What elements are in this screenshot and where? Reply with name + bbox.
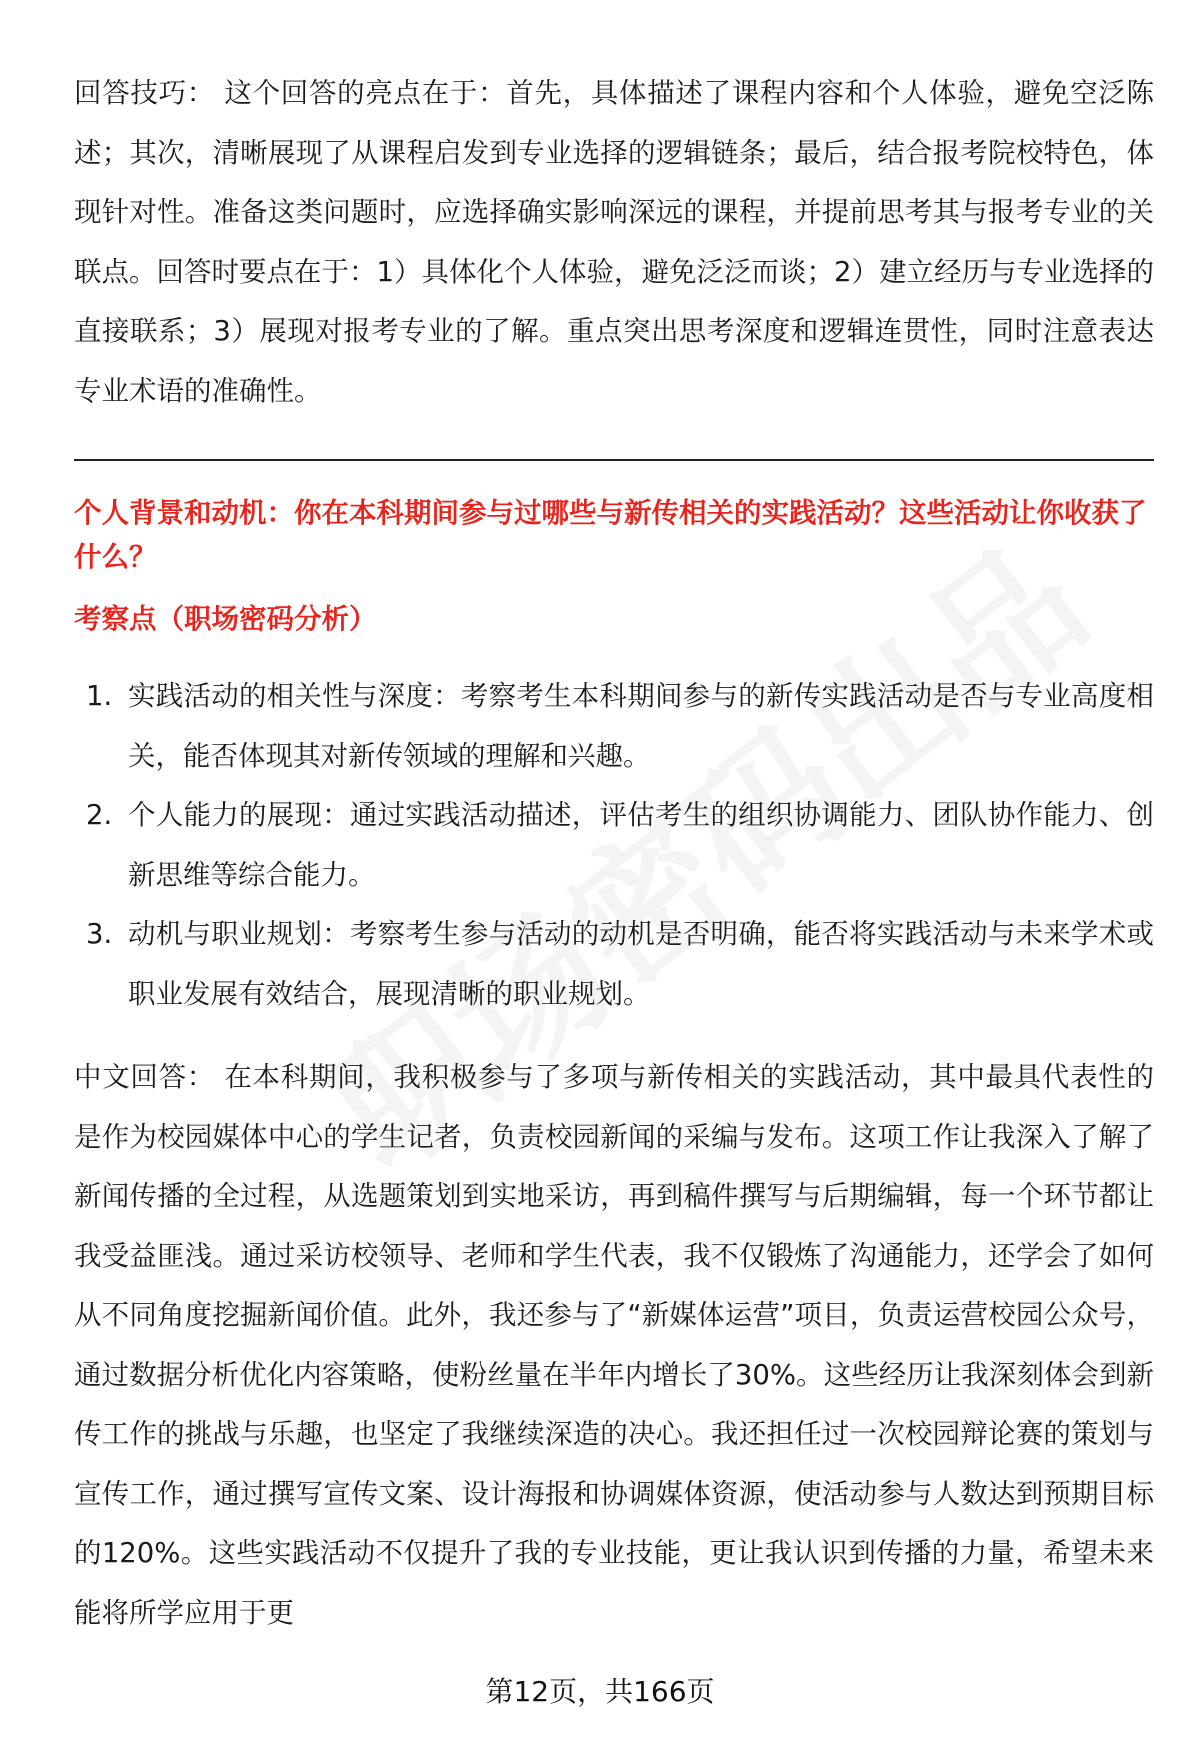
exam-point-item <box>74 905 1154 1024</box>
chinese-answer-paragraph: 中文回答： 在本科期间，我积极参与了多项与新传相关的实践活动，其中最具代表性的是作为校园媒体中心的学生记者，负责校园新闻的采编与发布。这项工作让我深入了解了新闻传播的全过程，从选题策划到实地采访，再到稿件撰写与后期编辑，每一个环节都让我受益匪浅。通过采访校领导、老师和学生代表，我不仅锻炼了沟通能力，还学会了如何从不同角度挖掘新闻价值。此外，我还参与了“新媒体运营”项目，负责运营校园公众号，通过数据分析优化内容策略，使粉丝量在半年内增长了30%。这些经历让我深刻体会到新传工作的挑战与乐趣，也坚定了我继续深造的决心。我还担任过一次校园辩论赛的策划与宣传工作，通过撰写宣传文案、设计海报和协调媒体资源，使活动参与人数达到预期目标的120%。这些实践活动不仅提升了我的专业技能，更让我认识到传播的力量，希望未来能将所学应用于更 <box>74 1061 1154 1629</box>
exam-points-heading: 考察点（职场密码分析） <box>74 603 377 635</box>
document-body <box>74 64 1154 1643</box>
question-heading: 个人背景和动机：你在本科期间参与过哪些与新传相关的实践活动？这些活动让你收获了什么？ <box>74 497 1147 573</box>
exam-point-text: 个人能力的展现：通过实践活动描述，评估考生的组织协调能力、团队协作能力、创新思维等综合能力。 <box>128 799 1154 891</box>
exam-point-item <box>74 667 1154 786</box>
exam-point-text: 动机与职业规划：考察考生参与活动的动机是否明确，能否将实践活动与未来学术或职业发展有效结合，展现清晰的职业规划。 <box>128 918 1154 1010</box>
exam-point-number: 2. <box>86 799 113 831</box>
exam-points-list <box>74 667 1154 1024</box>
page-number-footer: 第12页，共166页 <box>485 1675 715 1708</box>
exam-point-item <box>74 786 1154 905</box>
exam-point-text: 实践活动的相关性与深度：考察考生本科期间参与的新传实践活动是否与专业高度相关，能否体现其对新传领域的理解和兴趣。 <box>128 680 1154 772</box>
answer-tip-paragraph: 回答技巧： 这个回答的亮点在于：首先，具体描述了课程内容和个人体验，避免空泛陈述；其次，清晰展现了从课程启发到专业选择的逻辑链条；最后，结合报考院校特色，体现针对性。准备这类问题时，应选择确实影响深远的课程，并提前思考其与报考专业的关联点。回答时要点在于：1）具体化个人体验，避免泛泛而谈；2）建立经历与专业选择的直接联系；3）展现对报考专业的了解。重点突出思考深度和逻辑连贯性，同时注意表达专业术语的准确性。 <box>74 77 1154 407</box>
exam-point-number: 1. <box>86 680 113 712</box>
exam-point-number: 3. <box>86 918 113 950</box>
